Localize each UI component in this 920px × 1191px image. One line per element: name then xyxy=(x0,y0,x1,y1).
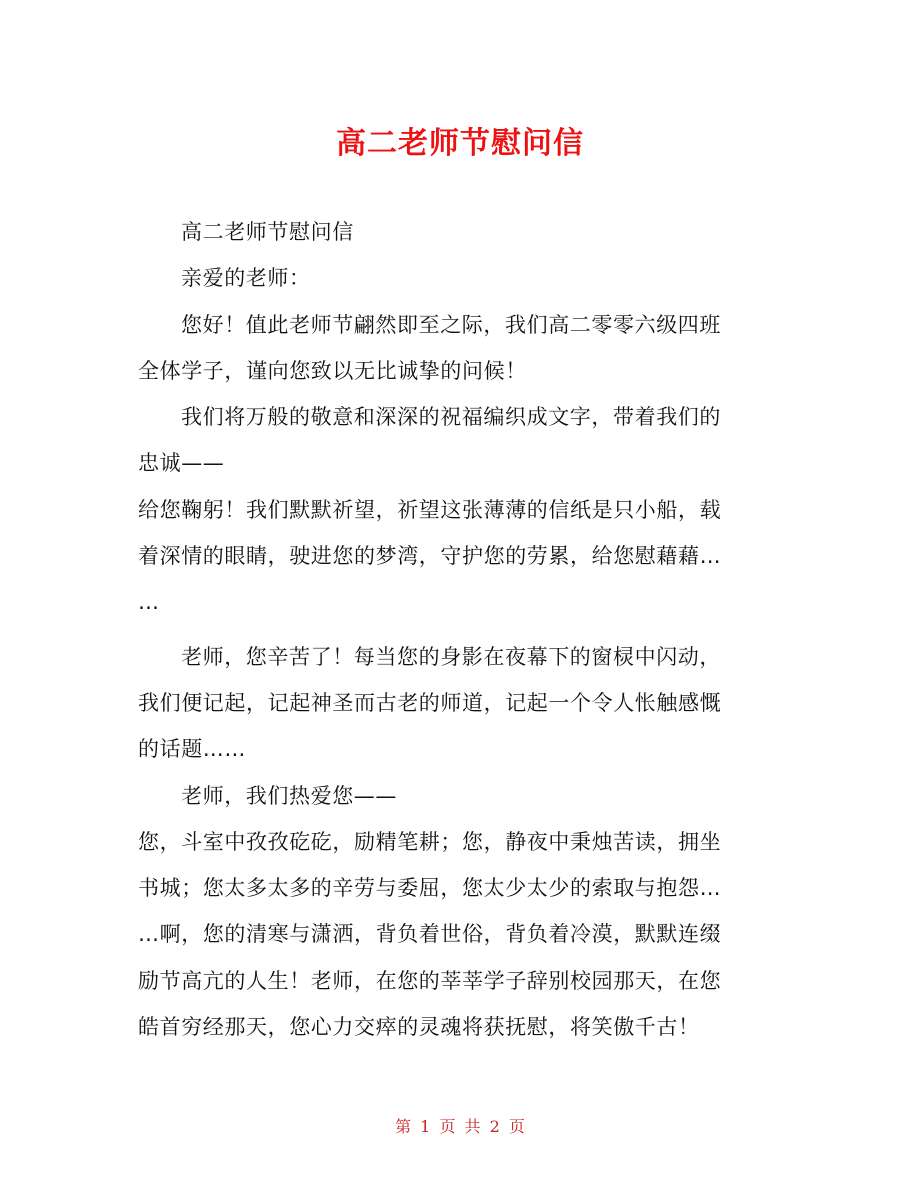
document-body xyxy=(138,214,798,1055)
text-line: 亲爱的老师： xyxy=(181,266,311,291)
text-line: 全体学子，谨向您致以无比诚挚的问候！ xyxy=(138,358,527,383)
text-line: 您，斗室中孜孜矻矻，励精笔耕；您，静夜中秉烛苦读，拥坐 xyxy=(138,829,722,854)
text-line: 高二老师节慰问信 xyxy=(181,220,354,244)
text-line: 我们将万般的敬意和深深的祝福编织成文字，带着我们的 xyxy=(181,405,721,430)
text-line: 着深情的眼睛，驶进您的梦湾，守护您的劳累，给您慰藉藉… xyxy=(138,544,722,569)
text-line: 励节高亢的人生！老师，在您的莘莘学子辞别校园那天，在您 xyxy=(138,968,722,993)
text-line: 老师，我们热爱您—— xyxy=(181,783,397,808)
text-line: 老师，您辛苦了！每当您的身影在夜幕下的窗棂中闪动， xyxy=(181,644,721,669)
text-line: 的话题…… xyxy=(138,737,246,762)
document-title: 高二老师节慰问信 xyxy=(336,126,584,161)
text-line: 皓首穷经那天，您心力交瘁的灵魂将获抚慰，将笑傲千古！ xyxy=(138,1015,700,1040)
text-line: 忠诚—— xyxy=(138,451,225,476)
text-line: 我们便记起，记起神圣而古老的师道，记起一个令人怅触感慨 xyxy=(138,690,722,715)
page-footer: 第 1 页 共 2 页 xyxy=(395,1117,525,1136)
text-line: 您好！值此老师节翩然即至之际，我们高二零零六级四班 xyxy=(181,312,721,337)
text-line: 给您鞠躬！我们默默祈望，祈望这张薄薄的信纸是只小船，载 xyxy=(138,497,722,522)
text-line: 书城；您太多太多的辛劳与委屈，您太少太少的索取与抱怨… xyxy=(138,876,722,901)
text-line: … xyxy=(138,590,160,615)
text-line: …啊，您的清寒与潇洒，背负着世俗，背负着冷漠，默默连缀 xyxy=(138,922,722,947)
